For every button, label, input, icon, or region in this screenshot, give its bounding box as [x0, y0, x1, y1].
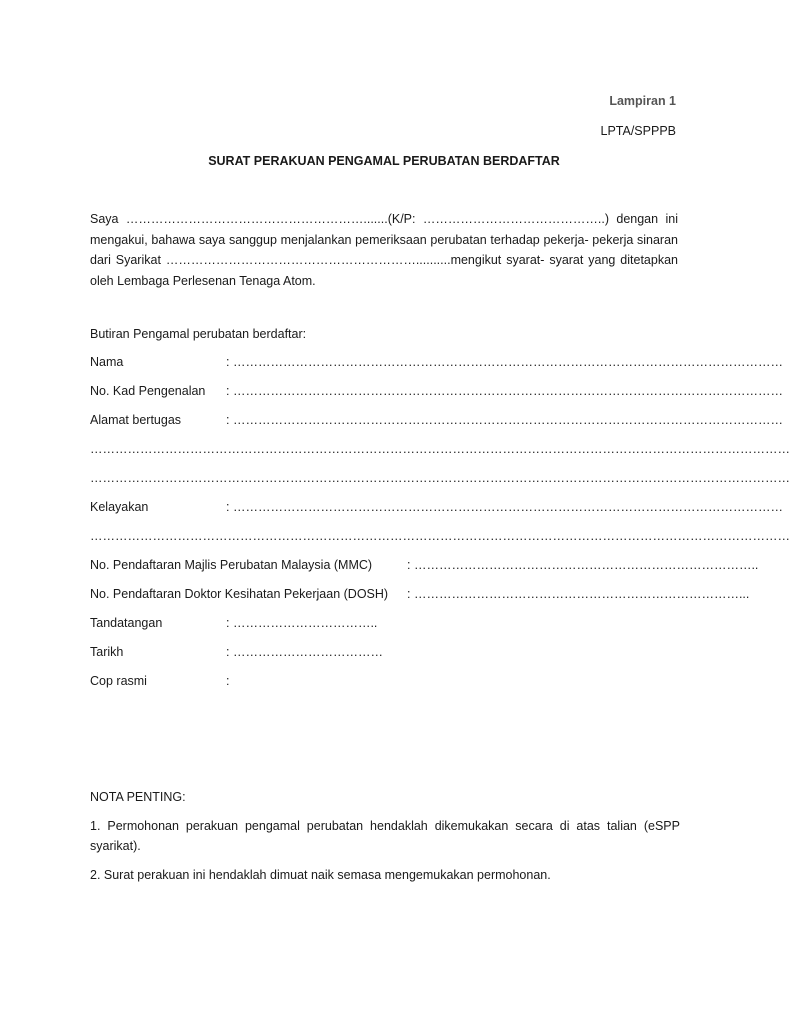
details-heading: Butiran Pengamal perubatan berdaftar: [90, 327, 307, 341]
date-field: : ……………………………… [226, 645, 383, 659]
dosh-field: : ……………………………………………………………………... [407, 587, 750, 601]
address-label: Alamat bertugas [90, 413, 182, 427]
attachment-label: Lampiran 1 [609, 94, 676, 108]
dosh-label: No. Pendaftaran Doktor Kesihatan Pekerjaan (DOSH) [90, 587, 389, 601]
declaration-paragraph: Saya ………………………………………………….......(K/P: ……………………………………..) dengan ini mengakui, bahawa saya sanggup menjalankan pemeriksaan perubatan terhadap pekerja- pekerja sinaran dari Syarikat ……………………………………………………..........mengikut syarat- syarat yang ditetapkan oleh Lembaga Perlesenan Tenaga Atom. [90, 212, 678, 288]
qualification-field: : …………………………………………………………………………………………………………………… [226, 500, 783, 514]
name-field: : …………………………………………………………………………………………………………………… [226, 355, 783, 369]
address-field: : …………………………………………………………………………………………………………………… [226, 413, 783, 427]
mmc-label: No. Pendaftaran Majlis Perubatan Malaysia (MMC) [90, 558, 373, 572]
qualification-line-2: …………………………………………………………………………………………………………………………………………………… [90, 529, 790, 543]
note-item-2: 2. Surat perakuan ini hendaklah dimuat naik semasa mengemukakan permohonan. [90, 868, 551, 882]
official-stamp-field: : [226, 674, 230, 688]
name-label: Nama [90, 355, 124, 369]
note-item-1: 1. Permohonan perakuan pengamal perubatan hendaklah dikemukakan secara di atas talian (eSPP [90, 819, 680, 833]
notes-heading: NOTA PENTING: [90, 790, 186, 804]
mmc-field: : ……………………………………………………………………….. [407, 558, 759, 572]
document-title: SURAT PERAKUAN PENGAMAL PERUBATAN BERDAFTAR [208, 154, 560, 168]
note-item-1-cont: syarikat). [90, 839, 141, 853]
address-line-2: …………………………………………………………………………………………………………………………………………………… [90, 442, 790, 456]
official-stamp-label: Cop rasmi [90, 674, 147, 688]
reference-code: LPTA/SPPPB [600, 124, 676, 138]
ic-field: : …………………………………………………………………………………………………………………… [226, 384, 783, 398]
address-line-3: …………………………………………………………………………………………………………………………………………………… [90, 471, 790, 485]
signature-label: Tandatangan [90, 616, 163, 630]
qualification-label: Kelayakan [90, 500, 149, 514]
date-label: Tarikh [90, 645, 124, 659]
signature-field: : …………………………….. [226, 616, 378, 630]
ic-label: No. Kad Pengenalan [90, 384, 206, 398]
